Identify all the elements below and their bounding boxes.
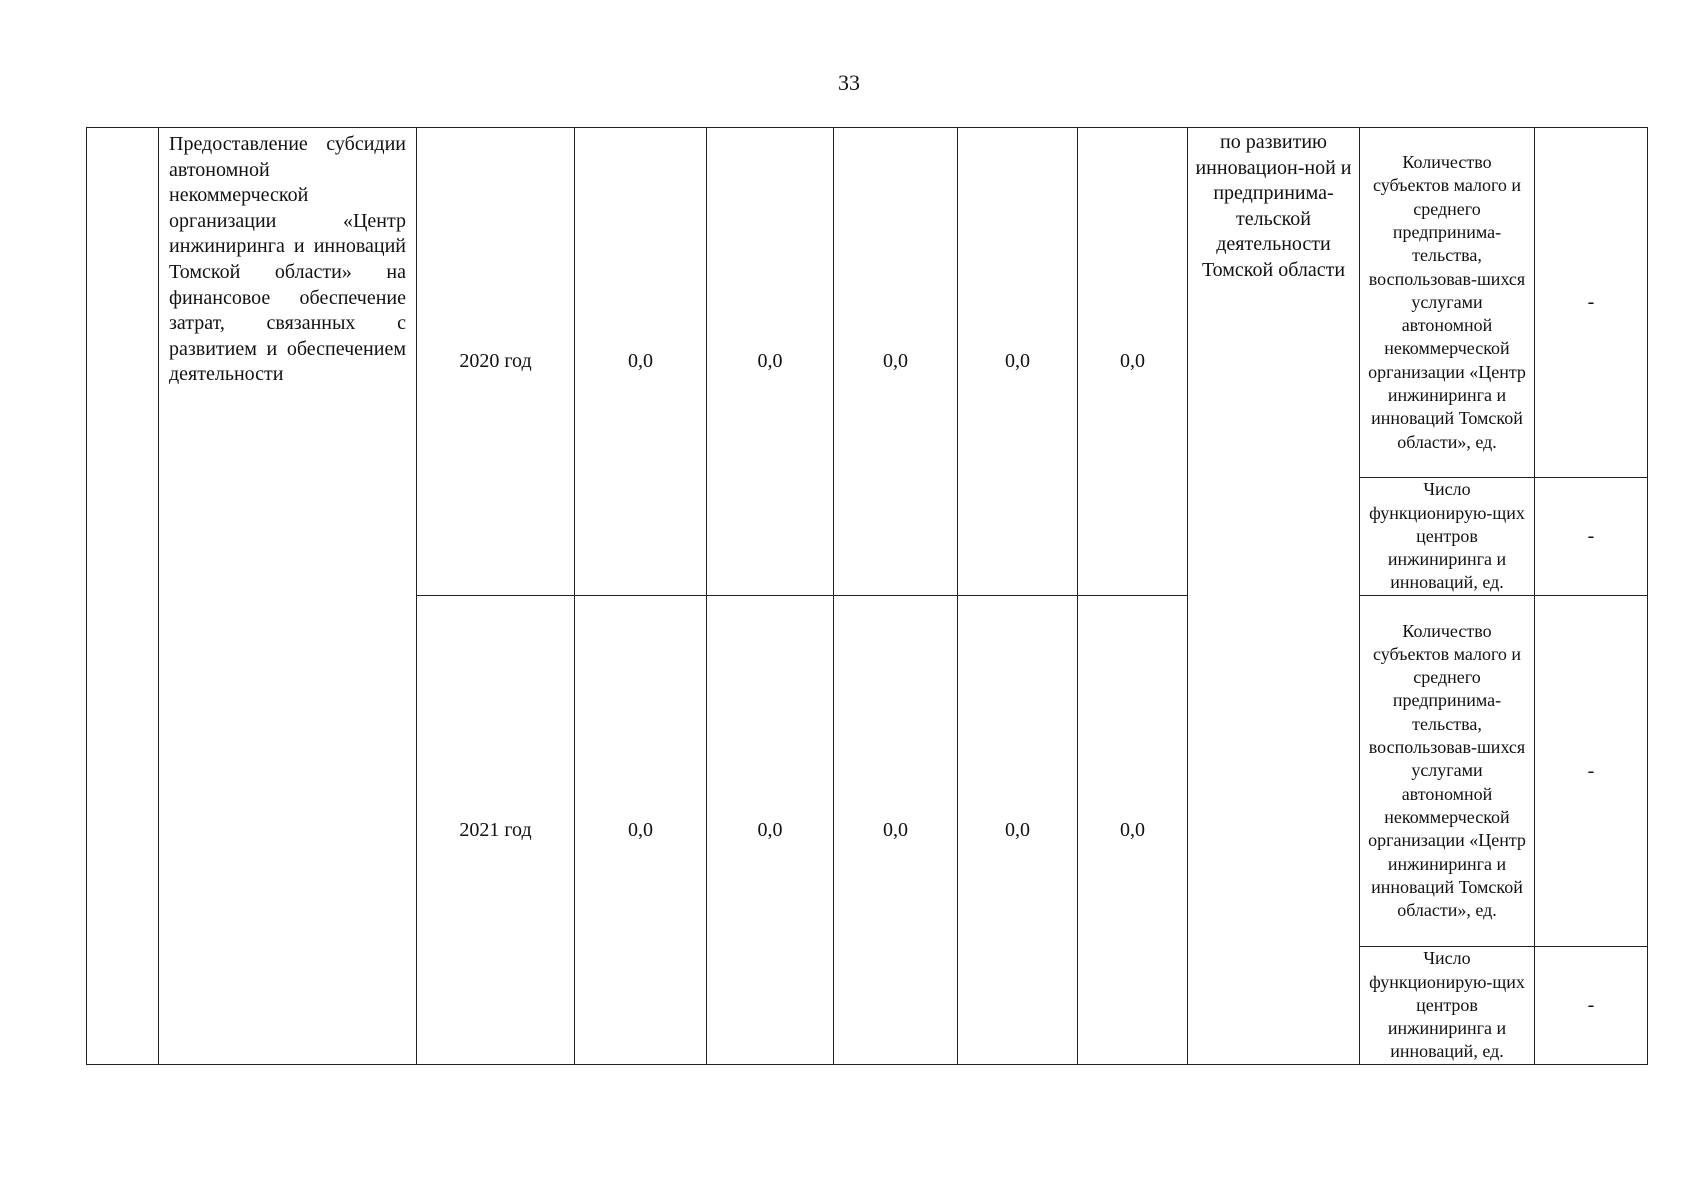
indicator-value: - (1535, 478, 1648, 596)
row-number-cell (87, 128, 159, 1065)
value-cell: 0,0 (958, 596, 1078, 1065)
measure-description: Предоставление субсидии автономной некоммерческой организации «Центр инжиниринга и инноваций Томской области» на финансовое обеспечение затрат, связанных с развитием и обеспечением деятельности (159, 128, 417, 1065)
value-cell: 0,0 (958, 128, 1078, 596)
table-row (87, 128, 1648, 478)
value-cell: 0,0 (707, 128, 834, 596)
value-cell: 0,0 (707, 596, 834, 1065)
indicator-name: Число функционирую-щих центров инжиниринга и инноваций, ед. (1360, 478, 1535, 596)
indicator-name: Количество субъектов малого и среднего предпринима-тельства, воспользовав-шихся услугами автономной некоммерческой организации «Центр инжиниринга и инноваций Томской области», ед. (1360, 596, 1535, 947)
indicator-value: - (1535, 947, 1648, 1065)
year-cell-2021: 2021 год (417, 596, 575, 1065)
indicator-value: - (1535, 128, 1648, 478)
value-cell: 0,0 (1078, 128, 1188, 596)
responsible-executor: по развитию инновацион-ной и предпринима-тельской деятельности Томской области (1188, 128, 1360, 1065)
value-cell: 0,0 (1078, 596, 1188, 1065)
indicator-name: Число функционирую-щих центров инжиниринга и инноваций, ед. (1360, 947, 1535, 1065)
year-cell-2020: 2020 год (417, 128, 575, 596)
indicator-value: - (1535, 596, 1648, 947)
indicator-name: Количество субъектов малого и среднего предпринима-тельства, воспользовав-шихся услугами автономной некоммерческой организации «Центр инжиниринга и инноваций Томской области», ед. (1360, 128, 1535, 478)
value-cell: 0,0 (834, 128, 958, 596)
value-cell: 0,0 (834, 596, 958, 1065)
value-cell: 0,0 (575, 596, 707, 1065)
program-table (86, 127, 1648, 1065)
page-number: 33 (838, 70, 860, 95)
value-cell: 0,0 (575, 128, 707, 596)
